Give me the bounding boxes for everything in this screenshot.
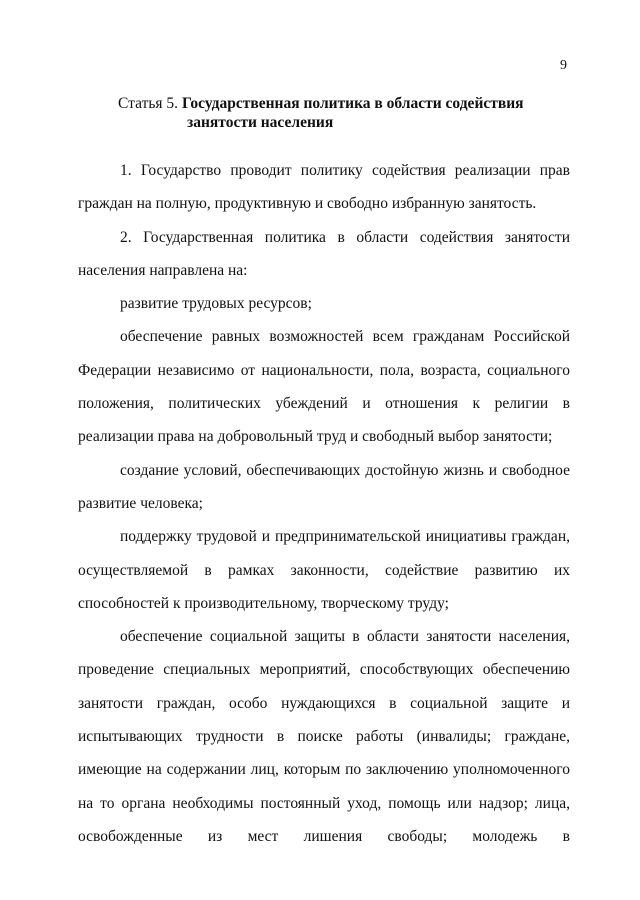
paragraph-1: 1. Государство проводит политику содействия реализации прав граждан на полную, продуктивную и свободно избранную занятость. [78,162,570,213]
article-title-line2: занятости населения [187,114,334,131]
article-title-line1: Государственная политика в области содействия [181,95,524,112]
paragraph-7: обеспечение социальной защиты в области занятости населения, проведение специальных мероприятий, способствующих обеспечению занятости граждан, особо нуждающихся в социальной защите и испытывающих трудности в поиске работы (инвалиды; граждане, имеющие на содержании лиц, которым по заключению уполномоченного на то органа необходимы постоянный уход, помощь или надзор; лица, освобожденные из мест лишения свободы; молодежь в [78,628,570,845]
paragraph-3: развитие трудовых ресурсов; [120,295,312,313]
paragraph-6: поддержку трудовой и предпринимательской инициативы граждан, осуществляемой в рамках законности, содействие развитию их способностей к производительному, творческому труду; [78,528,570,612]
article-body [78,154,570,853]
paragraph-2: 2. Государственная политика в области содействия занятости населения направлена на: [78,228,570,279]
article-label: Статья 5. [118,95,179,112]
paragraph-5: создание условий, обеспечивающих достойную жизнь и свободное развитие человека; [78,461,570,512]
article-heading [118,94,558,132]
page-number: 9 [560,58,567,73]
paragraph-4: обеспечение равных возможностей всем гражданам Российской Федерации независимо от национальности, пола, возраста, социального положения, политических убеждений и отношения к религии в реализации права на добровольный труд и свободный выбор занятости; [78,328,570,446]
